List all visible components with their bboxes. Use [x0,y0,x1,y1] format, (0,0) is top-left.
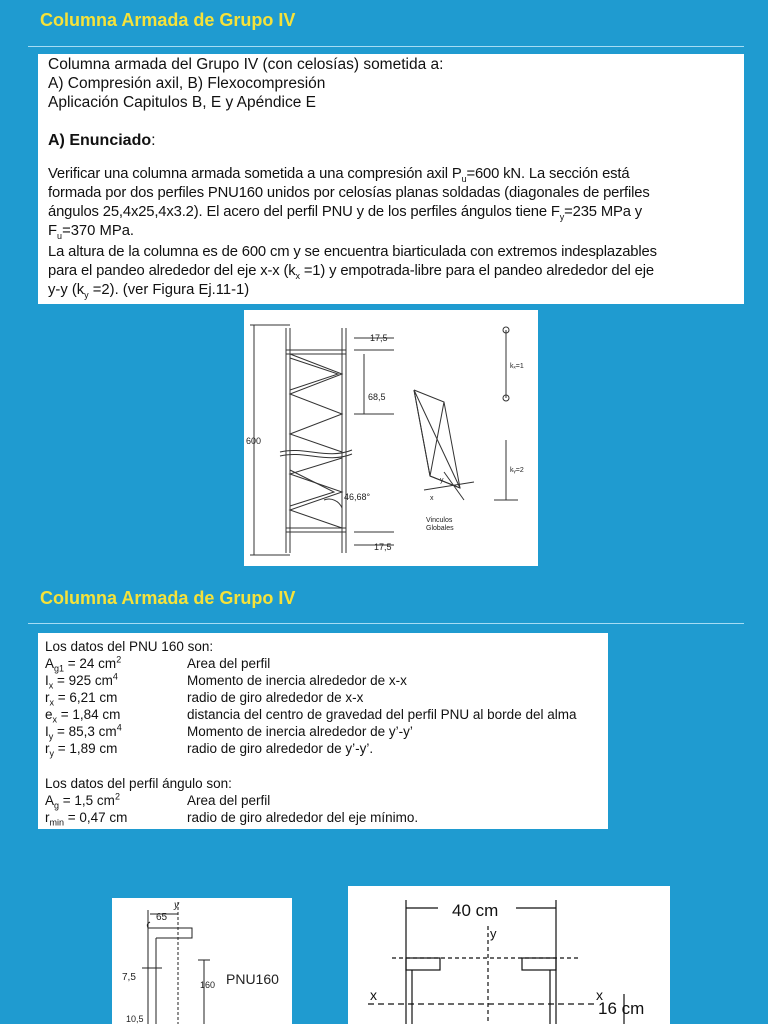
dim-top: 17,5 [370,333,388,343]
data-value [45,741,118,759]
data-value [45,707,121,725]
intro-line-2: A) Compresión axil, B) Flexocompresión [48,75,326,92]
unit-exponent: 4 [112,671,118,682]
para2-line3 [48,282,249,298]
built-section-diagram [348,886,670,1024]
symbol-subscript: x [52,714,58,725]
column-figure [244,310,538,566]
heading-text: A) Enunciado [48,132,152,149]
subscript: x [295,270,300,281]
symbol-subscript: min [49,817,65,828]
axis-x-label: x [430,495,434,502]
symbol: A [45,656,55,671]
data-description: Area del perfil [187,793,271,808]
pnu-header: Los datos del PNU 160 son: [45,639,214,654]
subscript: y [559,211,565,222]
dim-angle: 46,68° [344,492,371,502]
intro-line-1: Columna armada del Grupo IV (con celosías) sometida a: [48,56,444,73]
symbol: r [45,741,50,756]
pnu-dim-f: 10,5 [126,1014,144,1024]
data-description: Momento de inercia alrededor de y’-y’ [187,724,413,739]
section-heading [48,132,156,150]
value: = 1,89 cm [54,741,118,756]
para1-line1 [48,166,629,182]
symbol: A [45,793,55,808]
symbol: I [45,673,49,688]
data-description: distancia del centro de gravedad del perfil PNU al borde del alma [187,707,577,722]
value: = 1,84 cm [57,707,121,722]
data-value [45,791,120,811]
symbol-subscript: y [48,731,54,742]
symbol-subscript: g1 [54,663,65,674]
para1-line4 [48,223,134,239]
symbol: I [45,724,49,739]
symbol: r [45,690,50,705]
subscript: y [84,289,89,300]
pnu-dim-t: 7,5 [122,972,136,983]
pnu-label: PNU160 [226,971,279,987]
vinculos-label-2: Globales [426,525,454,532]
pnu-axis-y: y [174,900,179,911]
dim-height: 600 [246,436,262,446]
kx-label: kₓ=1 [510,363,524,370]
data-description: radio de giro alrededor de y’-y’. [187,741,374,756]
profile-data-box [38,633,608,829]
text-run: =235 MPa y [564,204,643,220]
data-value [45,810,128,828]
symbol-subscript: x [49,697,54,708]
angle-header: Los datos del perfil ángulo son: [45,776,232,791]
value: = 0,47 cm [64,810,128,825]
section-axis-x-left: x [370,987,377,1003]
heading-colon: : [151,132,156,149]
built-section-figure [348,886,670,1024]
value: = 24 cm [64,656,117,671]
symbol-subscript: g [54,800,60,811]
text-run: =2). (ver Figura Ej.11-1) [88,282,250,298]
data-value [45,690,118,708]
data-value [45,654,122,674]
statement-box [38,54,744,304]
para2-line2 [48,263,654,279]
symbol: r [45,810,50,825]
unit-exponent: 2 [116,654,122,665]
data-description: Area del perfil [187,656,271,671]
section-width-label: 40 cm [452,901,499,920]
subscript: u [57,230,63,241]
column-diagram [244,310,538,566]
data-description: radio de giro alrededor del eje mínimo. [187,810,419,825]
data-description: Momento de inercia alrededor de x-x [187,673,407,688]
section-height-label: 16 cm [598,999,645,1018]
text-run: =1) y empotrada-libre para el pandeo alrededor del eje [299,263,654,279]
value: = 925 cm [53,673,113,688]
value: = 1,5 cm [59,793,115,808]
unit-exponent: 4 [116,722,122,733]
title-rule-2 [28,623,744,624]
section-axis-y: y [490,926,497,941]
para2-line1: La altura de la columna es de 600 cm y se encuentra biarticulada con extremos indesplazables [48,244,657,260]
vinculos-label-1: Vinculos [426,517,453,524]
section-axis-x-right: x [596,987,603,1003]
value: = 85,3 cm [53,724,117,739]
intro-line-3: Aplicación Capitulos B, E y Apéndice E [48,94,316,111]
pnu-section-figure [112,898,292,1024]
text-run: Verificar una columna armada sometida a una compresión axil P [48,166,462,182]
para1-line3 [48,204,642,220]
text-run: F [48,223,58,239]
data-value [45,722,122,742]
data-description: radio de giro alrededor de x-x [187,690,364,705]
symbol: e [45,707,53,722]
symbol-subscript: x [48,680,54,691]
ky-label: kᵧ=2 [510,467,524,474]
pnu-dim-w: 65 [156,912,168,923]
title-rule-1 [28,46,744,47]
unit-exponent: 2 [114,791,120,802]
symbol-subscript: y [49,748,54,759]
slide-title-1: Columna Armada de Grupo IV [40,10,296,30]
data-value [45,671,118,691]
subscript: u [461,173,467,184]
value: = 6,21 cm [54,690,118,705]
text-run: =370 MPa. [62,223,135,239]
axis-y-label: y [440,477,444,484]
pnu-dim-h: 160 [200,980,216,990]
para1-line2: formada por dos perfiles PNU160 unidos por celosías planas soldadas (diagonales de perfiles [48,185,650,201]
text-run: =600 kN. La sección está [466,166,630,182]
text-run: y-y (k [48,282,85,298]
text-run: ángulos 25,4x25,4x3.2). El acero del perfil PNU y de los perfiles ángulos tiene F [48,204,560,220]
dim-bottom: 17,5 [374,542,392,552]
dim-mid: 68,5 [368,392,386,402]
text-run: para el pandeo alrededor del eje x-x (k [48,263,296,279]
slide-title-2: Columna Armada de Grupo IV [40,588,296,608]
pnu-section-diagram [112,898,292,1024]
